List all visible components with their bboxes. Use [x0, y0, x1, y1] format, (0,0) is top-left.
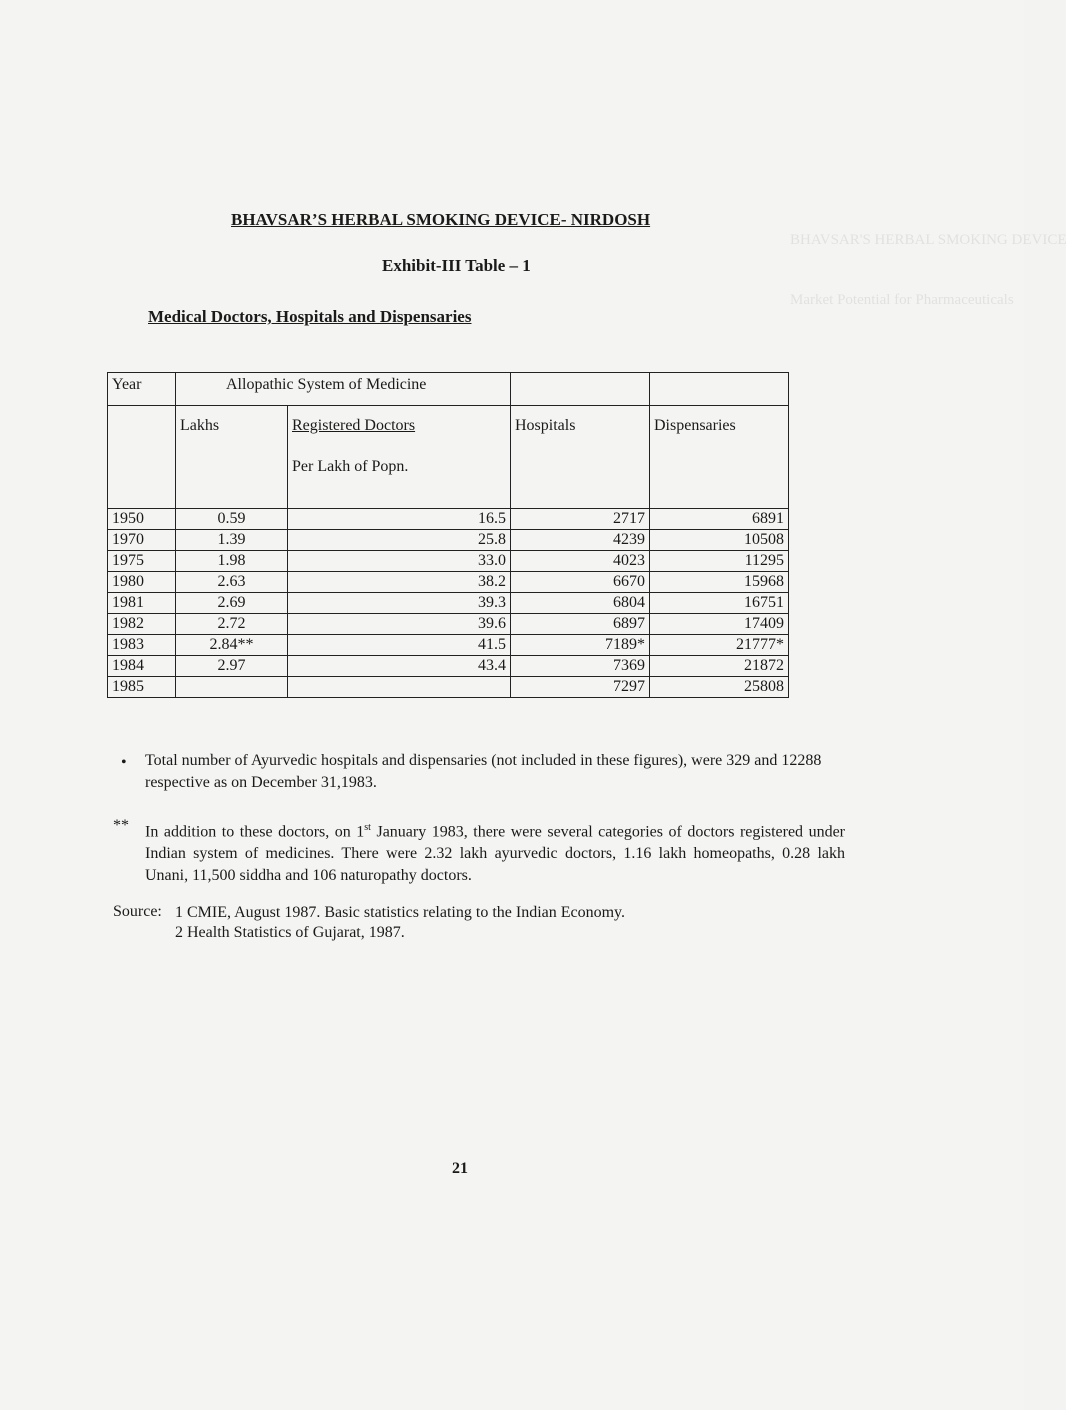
cell-lakhs: 2.97: [176, 656, 288, 677]
table-row: [108, 593, 789, 614]
cell-year: 1980: [108, 572, 176, 593]
subheader-blank: [108, 406, 176, 509]
cell-lakhs: 2.69: [176, 593, 288, 614]
cell-per-lakh: 41.5: [288, 635, 511, 656]
source-list: [175, 903, 625, 943]
table-subheader-row: [108, 406, 789, 509]
table-row: [108, 572, 789, 593]
cell-year: 1984: [108, 656, 176, 677]
cell-per-lakh: 16.5: [288, 509, 511, 530]
cell-lakhs: 1.98: [176, 551, 288, 572]
page-number: 21: [452, 1160, 468, 1177]
cell-lakhs: 2.84**: [176, 635, 288, 656]
cell-year: 1975: [108, 551, 176, 572]
table-row: [108, 614, 789, 635]
cell-per-lakh: [288, 677, 511, 698]
note2-text-start: In addition to these doctors, on 1: [145, 823, 365, 841]
cell-hospitals: 7369: [511, 656, 650, 677]
header-blank: [650, 373, 789, 406]
doctors-hospitals-table: [107, 372, 789, 698]
cell-year: 1970: [108, 530, 176, 551]
table-row: [108, 551, 789, 572]
cell-per-lakh: 39.3: [288, 593, 511, 614]
cell-lakhs: 2.63: [176, 572, 288, 593]
table-body: [108, 509, 789, 698]
section-heading: Medical Doctors, Hospitals and Dispensaries: [148, 307, 472, 326]
header-allopathic: Allopathic System of Medicine: [176, 373, 511, 406]
show-through-ghost-text: Market Potential for Pharmaceuticals: [790, 292, 1014, 308]
cell-per-lakh: 25.8: [288, 530, 511, 551]
cell-dispensaries: 16751: [650, 593, 789, 614]
table-row: [108, 677, 789, 698]
show-through-ghost-text: BHAVSAR'S HERBAL SMOKING DEVICE: [790, 232, 1066, 248]
table-row: [108, 635, 789, 656]
table-header-row: [108, 373, 789, 406]
cell-dispensaries: 21777*: [650, 635, 789, 656]
header-lakhs: Lakhs: [176, 406, 288, 509]
exhibit-subtitle: Exhibit-III Table – 1: [382, 256, 531, 275]
cell-per-lakh: 43.4: [288, 656, 511, 677]
cell-per-lakh: 33.0: [288, 551, 511, 572]
cell-hospitals: 6670: [511, 572, 650, 593]
cell-hospitals: 4239: [511, 530, 650, 551]
table-row: [108, 530, 789, 551]
source-line-2: 2 Health Statistics of Gujarat, 1987.: [175, 924, 405, 941]
cell-hospitals: 6897: [511, 614, 650, 635]
note-ayurvedic: Total number of Ayurvedic hospitals and dispensaries (not included in these figures), were 329 and 12288 respective as on December 31,1983.: [145, 752, 822, 791]
cell-lakhs: 2.72: [176, 614, 288, 635]
cell-hospitals: 4023: [511, 551, 650, 572]
note2-superscript: st: [364, 822, 371, 833]
note-indian-system: [145, 817, 845, 887]
cell-dispensaries: 11295: [650, 551, 789, 572]
note2-text-end: January 1983, there were several categories of doctors registered under Indian system of medicines. There were 2.32 lakh ayurvedic doctors, 1.16 lakh homeopaths, 0.28 lakh Unani, 11,500 siddha and 106 naturopathy doctors.: [145, 823, 846, 885]
table-row: [108, 509, 789, 530]
header-registered-label: Registered Doctors: [292, 417, 416, 434]
bullet-marker: •: [121, 754, 127, 771]
cell-year: 1983: [108, 635, 176, 656]
source-label: Source:: [113, 903, 162, 920]
document-title: BHAVSAR’S HERBAL SMOKING DEVICE- NIRDOSH: [231, 210, 651, 229]
source-line-1: 1 CMIE, August 1987. Basic statistics relating to the Indian Economy.: [175, 904, 626, 921]
header-dispensaries: Dispensaries: [650, 406, 789, 509]
cell-hospitals: 7297: [511, 677, 650, 698]
header-registered-doctors: [288, 406, 511, 509]
cell-dispensaries: 10508: [650, 530, 789, 551]
cell-per-lakh: 38.2: [288, 572, 511, 593]
cell-dispensaries: 15968: [650, 572, 789, 593]
cell-year: 1981: [108, 593, 176, 614]
table-row: [108, 656, 789, 677]
cell-lakhs: 1.39: [176, 530, 288, 551]
header-per-lakh-label: Per Lakh of Popn.: [292, 458, 409, 475]
cell-hospitals: 7189*: [511, 635, 650, 656]
cell-dispensaries: 17409: [650, 614, 789, 635]
cell-year: 1985: [108, 677, 176, 698]
footnote-stars: **: [113, 817, 129, 834]
cell-lakhs: 0.59: [176, 509, 288, 530]
cell-lakhs: [176, 677, 288, 698]
cell-hospitals: 6804: [511, 593, 650, 614]
cell-dispensaries: 6891: [650, 509, 789, 530]
cell-dispensaries: 25808: [650, 677, 789, 698]
cell-dispensaries: 21872: [650, 656, 789, 677]
cell-year: 1950: [108, 509, 176, 530]
header-year: Year: [108, 373, 176, 406]
cell-year: 1982: [108, 614, 176, 635]
cell-hospitals: 2717: [511, 509, 650, 530]
cell-per-lakh: 39.6: [288, 614, 511, 635]
header-blank: [511, 373, 650, 406]
header-hospitals: Hospitals: [511, 406, 650, 509]
